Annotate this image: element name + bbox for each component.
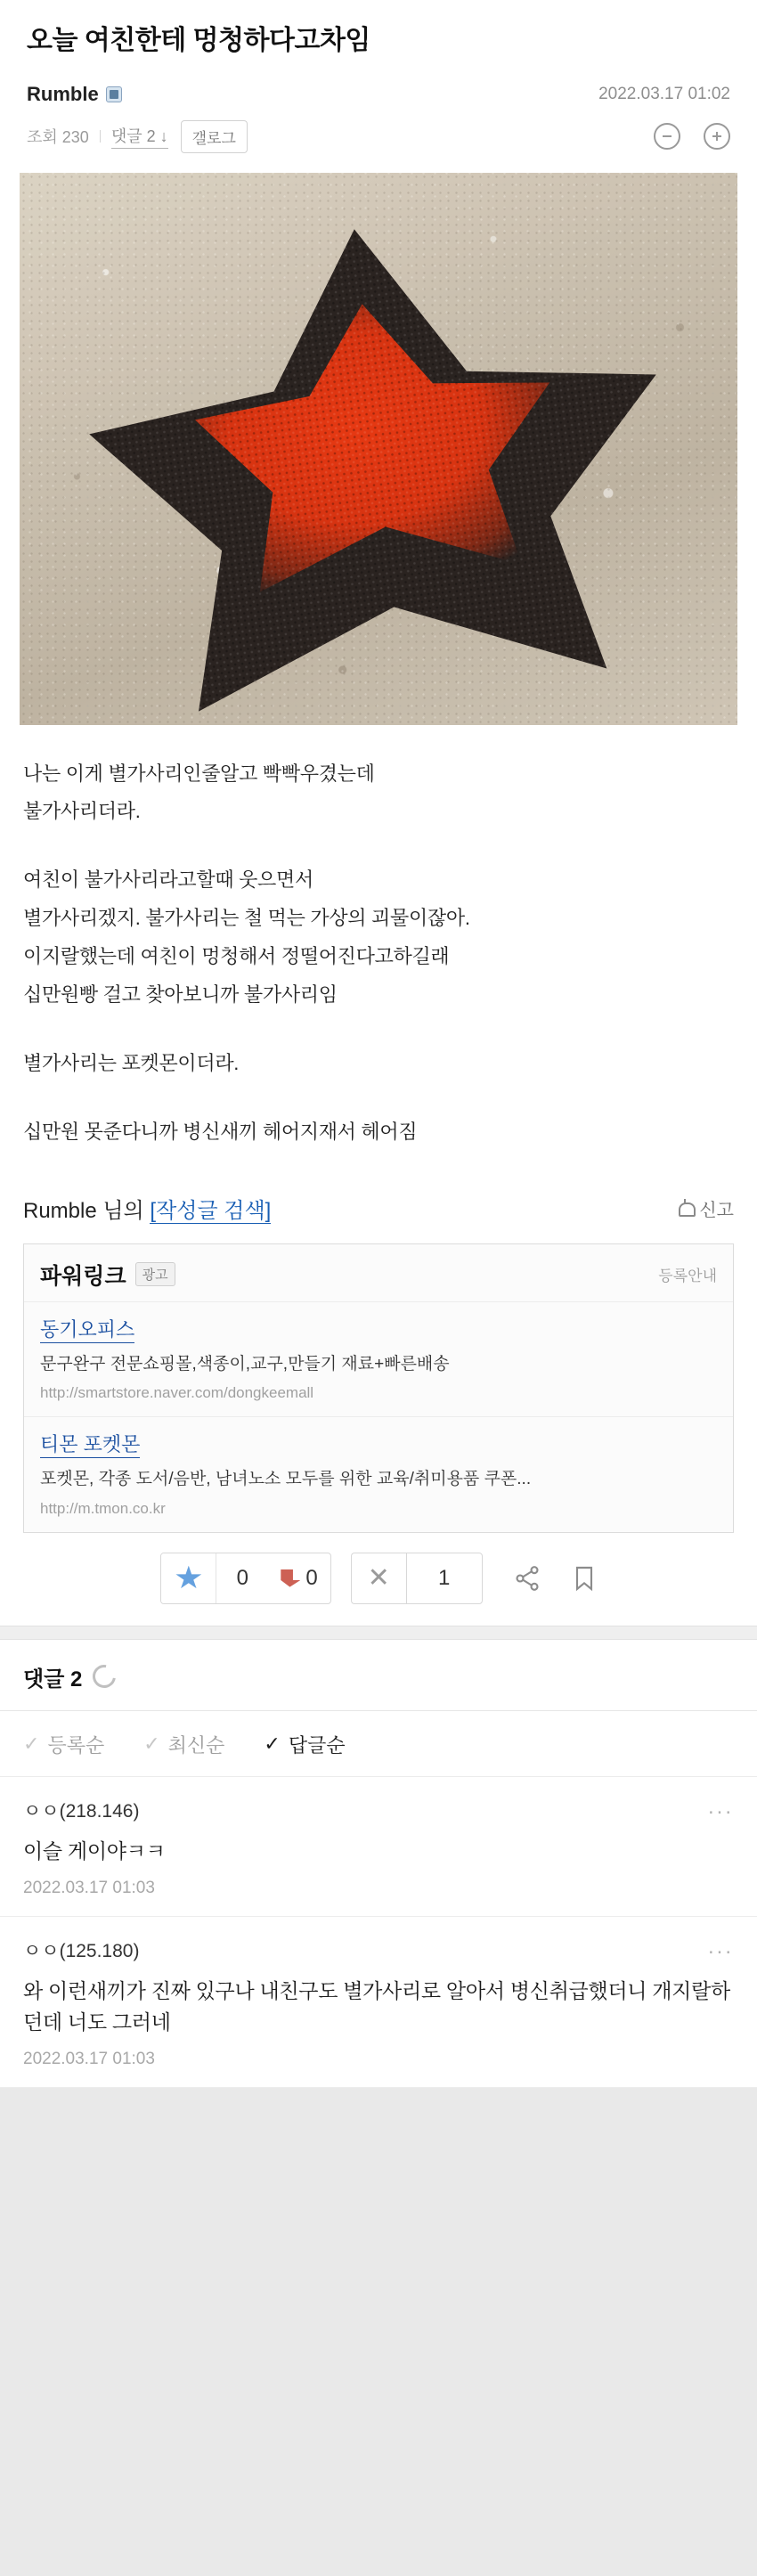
comment-text: 이슬 게이야ㅋㅋ [23,1838,166,1863]
ad-item-link[interactable]: 티몬 포켓몬 [40,1430,140,1458]
comment-date: 2022.03.17 01:03 [23,1879,155,1898]
view-count: 조회 230 [27,128,89,146]
upvote-count: 0 [236,1565,248,1590]
report-label: 신고 [699,1200,734,1220]
ad-header [24,1244,733,1301]
powerlink-ad-box [23,1243,734,1533]
post-line-blank [23,831,734,861]
bookmark-icon[interactable] [572,1564,597,1593]
ad-item-url: http://m.tmon.co.kr [40,1499,166,1517]
zoom-in-icon[interactable] [704,123,730,150]
post-line: 불가사리더라. [23,800,141,823]
author-badge-icon [106,86,122,102]
ad-item[interactable] [24,1416,733,1532]
comments-title: 댓글 2 [23,1667,83,1692]
section-divider [0,1626,757,1640]
ad-header-left [40,1259,175,1291]
thumbs-down-icon [281,1569,300,1587]
author-search-text [23,1193,271,1224]
comment-author[interactable]: ㅇㅇ(218.146) [23,1800,140,1822]
author-posts-search-link[interactable]: [작성글 검색] [150,1198,272,1223]
downvote-count-group[interactable] [268,1566,330,1591]
post-line-blank [23,1083,734,1113]
post-header [0,0,757,164]
post-image-wrap [0,164,757,725]
ad-item-desc: 포켓몬, 각종 도서/음반, 남녀노소 모두를 위한 교육/취미용품 쿠폰... [40,1470,532,1489]
post-line: 별가사리겠지. 불가사리는 철 먹는 가상의 괴물이잖아. [23,907,470,930]
author-search-row [23,1193,734,1240]
comment-author[interactable]: ㅇㅇ(125.180) [23,1941,140,1962]
author-row [27,83,730,106]
share-icon[interactable] [513,1564,541,1593]
ad-item-link[interactable]: 동기오피스 [40,1315,134,1343]
post-meta-row [27,120,730,164]
gallog-button[interactable]: 갤로그 [181,120,248,153]
ad-register-guide-link[interactable]: 등록안내 [658,1268,717,1285]
author-info[interactable] [27,83,122,106]
upvote-button[interactable] [161,1553,216,1603]
close-icon[interactable]: ✕ [351,1553,406,1604]
vote-bar [0,1533,757,1626]
ad-tag: 광고 [135,1262,175,1286]
sort-by-oldest[interactable] [23,1731,104,1758]
post-line: 여친이 불가사리라고할때 웃으면서 [23,868,313,892]
ad-item-desc: 문구완구 전문쇼핑몰,색종이,교구,만들기 재료+빠른배송 [40,1354,450,1374]
post-line: 이지랄했는데 여친이 멍청해서 정떨어진다고하길래 [23,945,450,968]
comment-date: 2022.03.17 01:03 [23,2050,155,2069]
zoom-controls [654,123,730,150]
comment-text: 와 이런새끼가 진짜 있구나 내친구도 별가사리로 알아서 병신취급했더니 개지랄하던데 너도 그러네 [23,1979,730,2034]
post-line: 십만원빵 걸고 찾아보니까 불가사리임 [23,982,338,1006]
sort-by-replies[interactable] [264,1731,345,1758]
post-line: 별가사리는 포켓몬이더라. [23,1051,240,1074]
comment-menu-icon[interactable]: ... [707,1935,734,1960]
report-button[interactable] [678,1195,734,1221]
post-line-blank [23,1015,734,1045]
post-body [0,725,757,1152]
sort-label: 등록순 [47,1733,105,1757]
comment-item [0,1917,757,2088]
sort-label: 답글순 [288,1733,346,1757]
comment-sort-row [0,1711,757,1777]
comment-item [0,1777,757,1918]
star-icon [175,1566,202,1591]
meta-divider [100,130,101,143]
author-search-prefix: Rumble 님의 [23,1198,151,1223]
post-line: 나는 이게 별가사리인줄알고 빡빡우겼는데 [23,762,375,785]
page-number: 1 [406,1553,483,1604]
comment-count-link[interactable]: 댓글 2 ↓ [111,124,168,149]
comment-header [23,1794,734,1823]
ad-title: 파워링크 [40,1263,126,1289]
check-icon: ✓ [23,1732,40,1756]
comment-header [23,1936,734,1963]
ad-item[interactable] [24,1301,733,1417]
refresh-icon[interactable] [88,1660,120,1692]
vote-group [160,1553,330,1604]
post-meta [27,120,248,153]
starfish-subject [71,200,687,720]
ad-item-url: http://smartstore.naver.com/dongkeemall [40,1384,314,1402]
comment-menu-icon[interactable]: ... [707,1794,734,1819]
check-icon: ✓ [143,1732,160,1756]
check-icon: ✓ [264,1732,281,1756]
post-line: 십만원 못준다니까 병신새끼 헤어지재서 헤어짐 [23,1120,418,1143]
author-name[interactable]: Rumble [27,82,99,105]
comments-header [0,1640,757,1711]
downvote-count: 0 [305,1565,318,1590]
starfish-texture [71,200,687,720]
zoom-out-icon[interactable] [654,123,680,150]
sort-label: 최신순 [167,1733,225,1757]
sort-by-newest[interactable] [143,1731,224,1758]
post-date: 2022.03.17 01:02 [598,84,730,103]
siren-icon [678,1199,693,1217]
page-title: 오늘 여친한테 멍청하다고차임 [27,26,370,55]
post-image[interactable] [20,173,737,725]
